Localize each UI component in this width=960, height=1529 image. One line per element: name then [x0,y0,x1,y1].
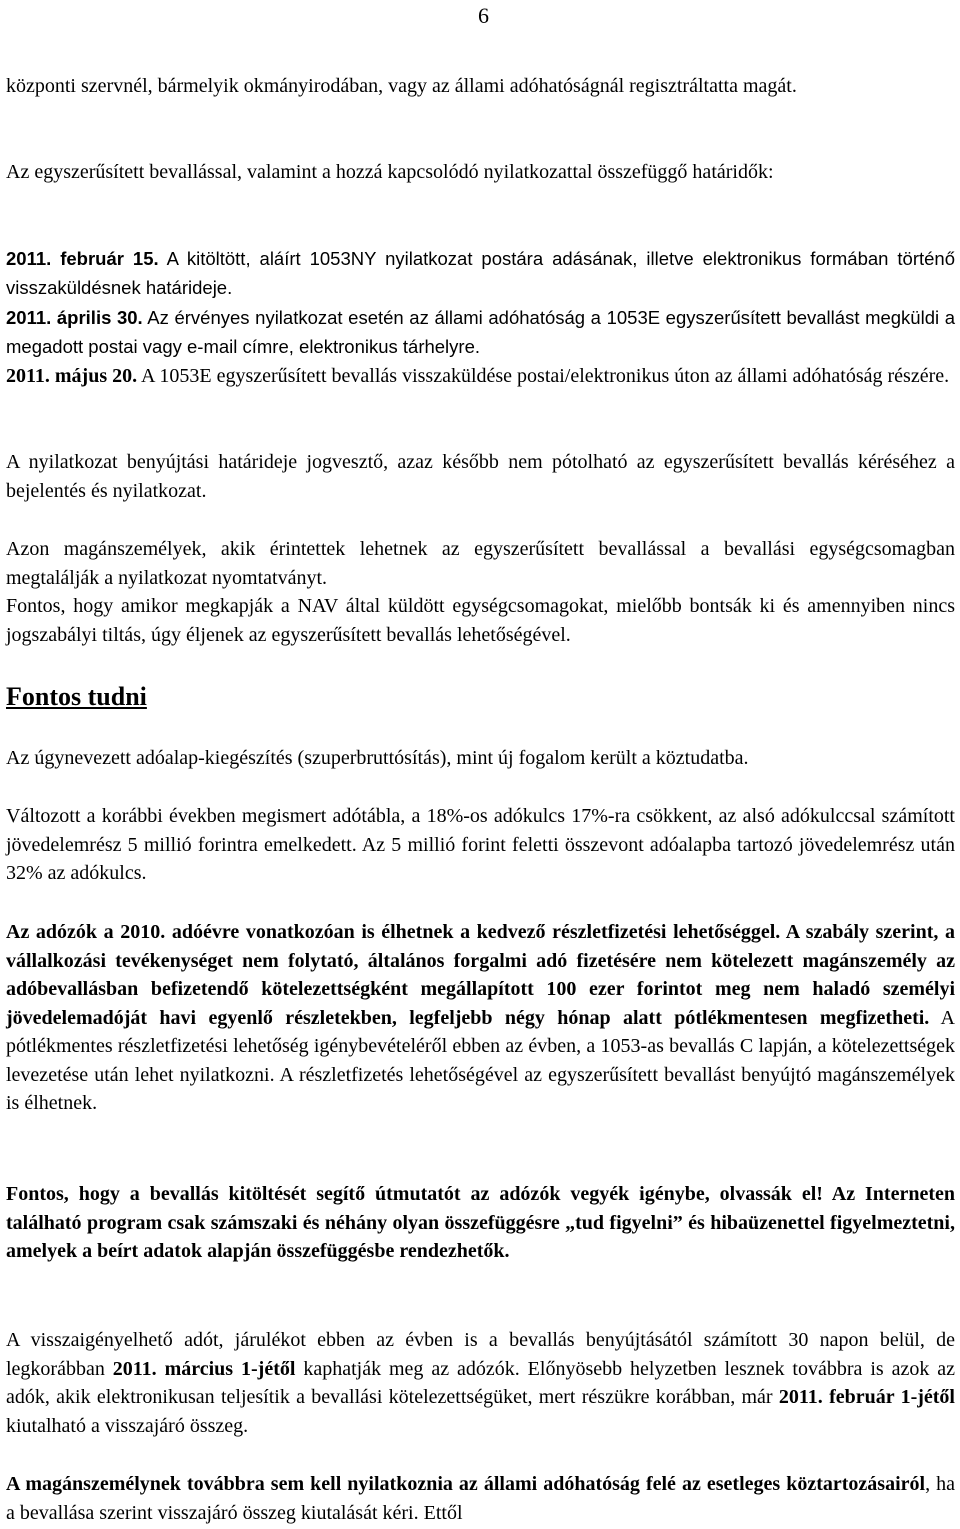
paragraph-registration: központi szervnél, bármelyik okmányirodában, vagy az állami adóhatóságnál regisztráltatta magát. [6,75,797,97]
deadline-text: A 1053E egyszerűsített bevallás visszaküldése postai/elektronikus úton az állami adóhatóság részére. [137,365,950,387]
paragraph-affected: Azon magánszemélyek, akik érintettek lehetnek az egyszerűsített bevallással a bevallási egységcsomagban megtalálják a nyilatkozat nyomtatványt. [6,538,955,589]
paragraph-installment [6,918,955,1118]
section-heading: Fontos tudni [6,682,147,711]
paragraph-forfeit: A nyilatkozat benyújtási határideje jogvesztő, azaz később nem pótolható az egyszerűsített bevallás kéréséhez a bejelentés és nyilatkozat. [6,451,955,502]
deadline-date: 2011. február 15. [6,248,159,269]
deadline-date: 2011. május 20. [6,365,138,387]
deadline-feb-15 [6,245,955,302]
deadline-date: 2011. április 30. [6,307,143,328]
paragraph-superbrutto: Az úgynevezett adóalap-kiegészítés (szuperbruttósítás), mint új fogalom került a köztudatba. [6,747,749,769]
paragraph-tax-table: Változott a korábbi években megismert adótábla, a 18%-os adókulcs 17%-ra csökkent, az alsó adókulccsal számított jövedelemrész 5 millió forintra emelkedett. Az 5 millió forint feletti összevont adóalapba tartozó jövedelemrész után 32% az adókulcs. [6,805,955,884]
deadline-text: A kitöltött, aláírt 1053NY nyilatkozat postára adásának, illetve elektronikus formában történő visszaküldésnek határideje. [6,248,956,298]
paragraph-deadlines-intro: Az egyszerűsített bevallással, valamint a hozzá kapcsolódó nyilatkozattal összefüggő határidők: [6,161,774,183]
public-debts-bold: A magánszemélynek továbbra sem kell nyilatkoznia az állami adóhatóság felé az esetleges köztartozásairól [6,1473,926,1495]
page-number: 6 [478,3,489,28]
installment-text: A pótlékmentes részletfizetési lehetőség igénybevételéről ebben az évben, a 1053-as bevallás C lapján, a kötelezettségek levezetése után lehet nyilatkozni. A részletfizetés lehetőségével az egyszerűsített bevallást benyújtó magánszemélyek is élhetnek. [6,1006,955,1114]
deadline-may-20 [6,362,955,391]
deadline-text: Az érvényes nyilatkozat esetén az állami adóhatóság a 1053E egyszerűsített bevallást megküldi a megadott postai vagy e-mail címre, elektronikus tárhelyre. [6,307,955,357]
refund-text-3: kiutalható a visszajáró összeg. [6,1414,249,1437]
refund-text-1: A visszaigényelhető adót, járulékot ebben az évben is a bevallás benyújtásától számított 30 napon belül, de legkorábban [6,1329,955,1380]
refund-date-2: 2011. február 1-jétől [778,1386,955,1408]
refund-date-1: 2011. március 1-jétől [112,1357,296,1380]
deadline-apr-30 [6,304,955,361]
paragraph-guide: Fontos, hogy a bevallás kitöltését segítő útmutatót az adózók vegyék igénybe, olvassák el! Az Interneten található program csak számszaki és néhány olyan összefüggésre „tud figyelni” és hibaüzenettel figyelmeztetni, amelyek a beírt adatok alapján összefüggésbe rendezhetők. [6,1183,955,1262]
installment-bold: Az adózók a 2010. adóévre vonatkozóan is élhetnek a kedvező részletfizetési lehetőséggel. A szabály szerint, a vállalkozási tevékenységet nem folytató, általános forgalmi adó fizetésére nem kötelezett magánszemély az adóbevallásban befizetendő kötelezettségként megállapított 100 ezer forintot meg nem haladó személyi jövedelemadóját havi egyenlő részletekben, legfeljebb négy hónap alatt pótlékmentesen megfizetheti. [6,921,955,1029]
paragraph-refund [6,1326,955,1440]
paragraph-public-debts [6,1470,955,1527]
refund-text-2: kaphatják meg az adózók. Előnyösebb helyzetben lesznek továbbra is azok az adók, akik elektronikusan teljesítik a bevallási kötelezettségüket, mert részükre korábban, már [6,1357,955,1408]
paragraph-important: Fontos, hogy amikor megkapják a NAV által küldött egységcsomagokat, mielőbb bontsák ki és amennyiben nincs jogszabályi tiltás, úgy éljenek az egyszerűsített bevallás lehetőségével. [6,595,955,646]
public-debts-text: , ha a bevallása szerint visszajáró összeg kiutalását kéri. Ettől [6,1473,955,1524]
